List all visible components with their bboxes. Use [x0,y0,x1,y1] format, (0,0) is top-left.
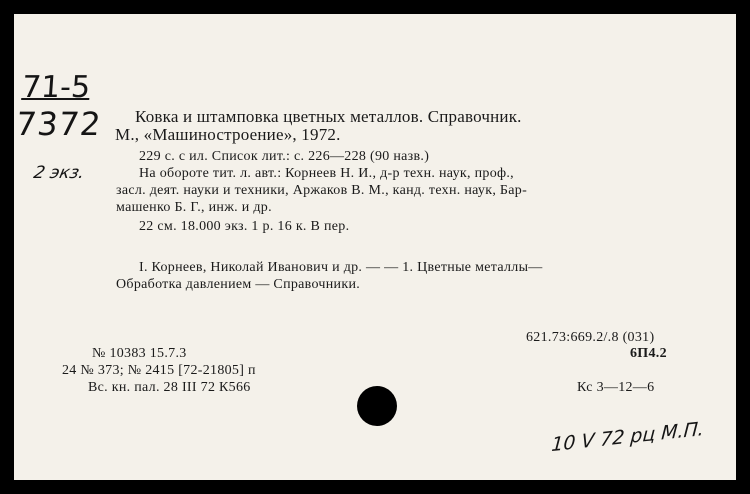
verso-line-3: машенко Б. Г., инж. и др. [116,200,272,215]
verso-line-1: На обороте тит. л. авт.: Корнеев Н. И., д-р техн. наук, проф., [139,166,514,181]
title-line-1: Ковка и штамповка цветных металлов. Справочник. [135,107,522,126]
punch-hole [357,386,397,426]
pages-line: 229 с. с ил. Список лит.: с. 226—228 (90 назв.) [139,149,430,164]
print-info-line-1: № 10383 15.7.3 [92,346,187,361]
handwritten-call-number-bottom: 7372 [14,105,104,143]
handwritten-copies-note: 2 экз. [31,163,87,183]
subjects-line-1: I. Корнеев, Николай Иванович и др. — — 1. Цветные металлы— [139,260,543,275]
subjects-line-2: Обработка давлением — Справочники. [116,277,361,292]
kc-index: Кс 3—12—6 [577,380,655,395]
verso-line-2: засл. деят. науки и техники, Аржаков В. М., канд. техн. наук, Бар- [116,183,528,198]
print-info-line-2: 24 № 373; № 2415 [72-21805] п [62,363,256,378]
udc-index: 621.73:669.2/.8 (031) [526,330,655,345]
handwritten-call-number-top: 71-5 [20,70,92,105]
handwritten-date-note: 10 V 72 рц М.П. [550,417,705,457]
title-line-2: М., «Машиностроение», 1972. [115,125,341,144]
catalog-card [14,14,736,480]
print-info-line-3: Вс. кн. пал. 28 III 72 К566 [88,380,251,395]
bbk-index: 6П4.2 [630,346,667,361]
format-line: 22 см. 18.000 экз. 1 р. 16 к. В пер. [139,219,350,234]
